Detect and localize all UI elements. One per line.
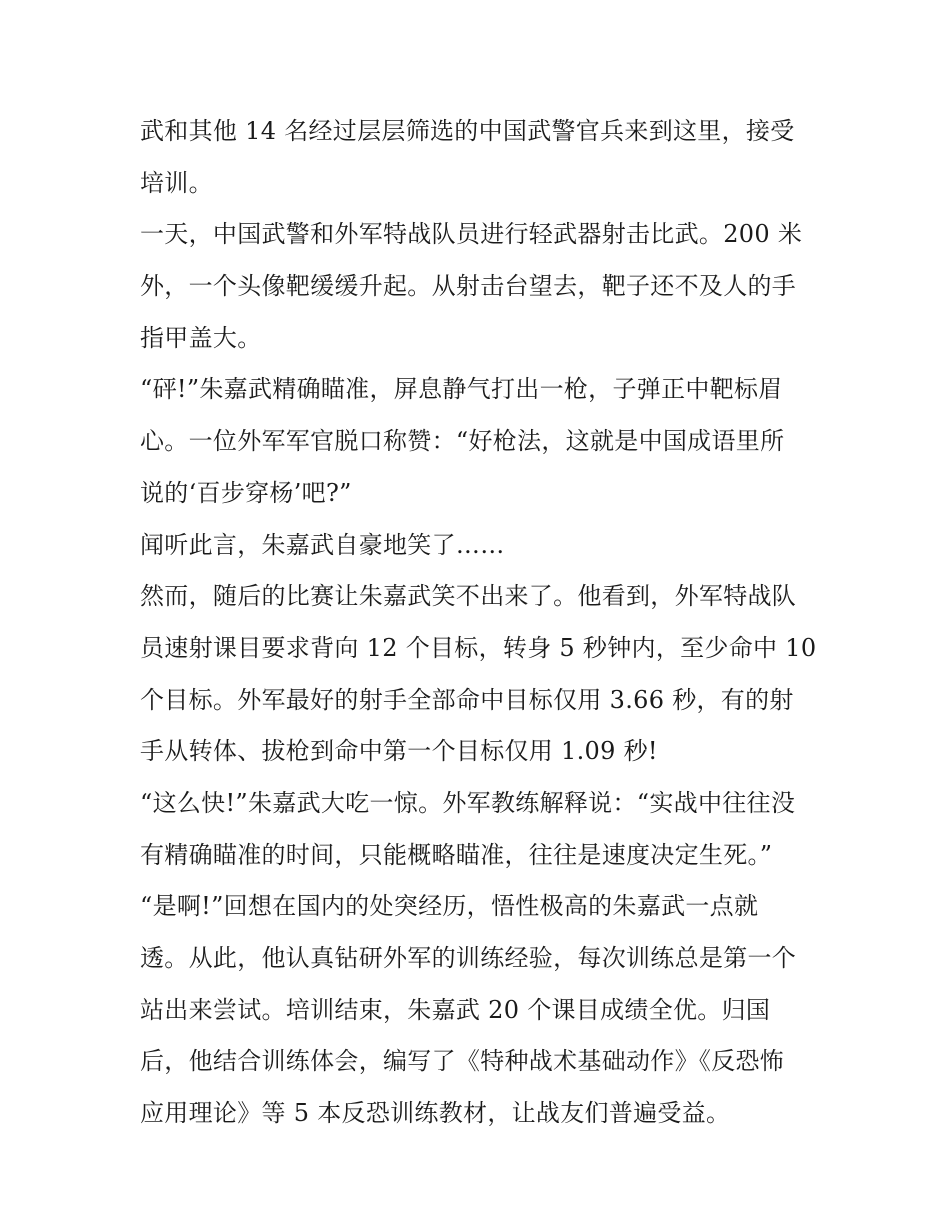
- text-line: 外，一个头像靶缓缓升起。从射击台望去，靶子还不及人的手: [140, 272, 797, 301]
- text-line: 手从转体、拔枪到命中第一个目标仅用 1.09 秒!: [140, 737, 658, 766]
- text-line: 心。一位外军军官脱口称赞：“好枪法，这就是中国成语里所: [140, 427, 785, 456]
- text-line: “砰!”朱嘉武精确瞄准，屏息静气打出一枪，子弹正中靶标眉: [140, 375, 783, 404]
- article-body: [140, 106, 820, 1140]
- text-line: 应用理论》等 5 本反恐训练教材，让战友们普遍受益。: [140, 1099, 731, 1128]
- text-line: “这么快!”朱嘉武大吃一惊。外军教练解释说：“实战中往往没: [140, 788, 796, 817]
- text-line: 透。从此，他认真钻研外军的训练经验，每次训练总是第一个: [140, 944, 797, 972]
- text-line: 然而，随后的比赛让朱嘉武笑不出来了。他看到，外军特战队: [140, 582, 797, 611]
- text-line: “是啊!”回想在国内的处突经历，悟性极高的朱嘉武一点就: [140, 892, 759, 921]
- text-line: 个目标。外军最好的射手全部命中目标仅用 3.66 秒，有的射: [140, 685, 794, 714]
- text-line: 武和其他 14 名经过层层筛选的中国武警官兵来到这里，接受: [140, 117, 795, 145]
- text-line: 指甲盖大。: [140, 323, 262, 352]
- text-line: 员速射课目要求背向 12 个目标，转身 5 秒钟内，至少命中 10: [140, 633, 817, 662]
- text-line: 一天，中国武警和外军特战队员进行轻武器射击比武。200 米: [140, 220, 803, 249]
- text-line: 后，他结合训练体会，编写了《特种战术基础动作》《反恐怖: [140, 1047, 785, 1076]
- text-line: 站出来尝试。培训结束，朱嘉武 20 个课目成绩全优。归国: [140, 995, 771, 1024]
- text-line: 培训。: [140, 168, 213, 197]
- text-line: 闻听此言，朱嘉武自豪地笑了……: [140, 530, 505, 559]
- text-line: 有精确瞄准的时间，只能概略瞄准，往往是速度决定生死。”: [140, 840, 773, 869]
- text-line: 说的‘百步穿杨’吧?”: [140, 478, 352, 507]
